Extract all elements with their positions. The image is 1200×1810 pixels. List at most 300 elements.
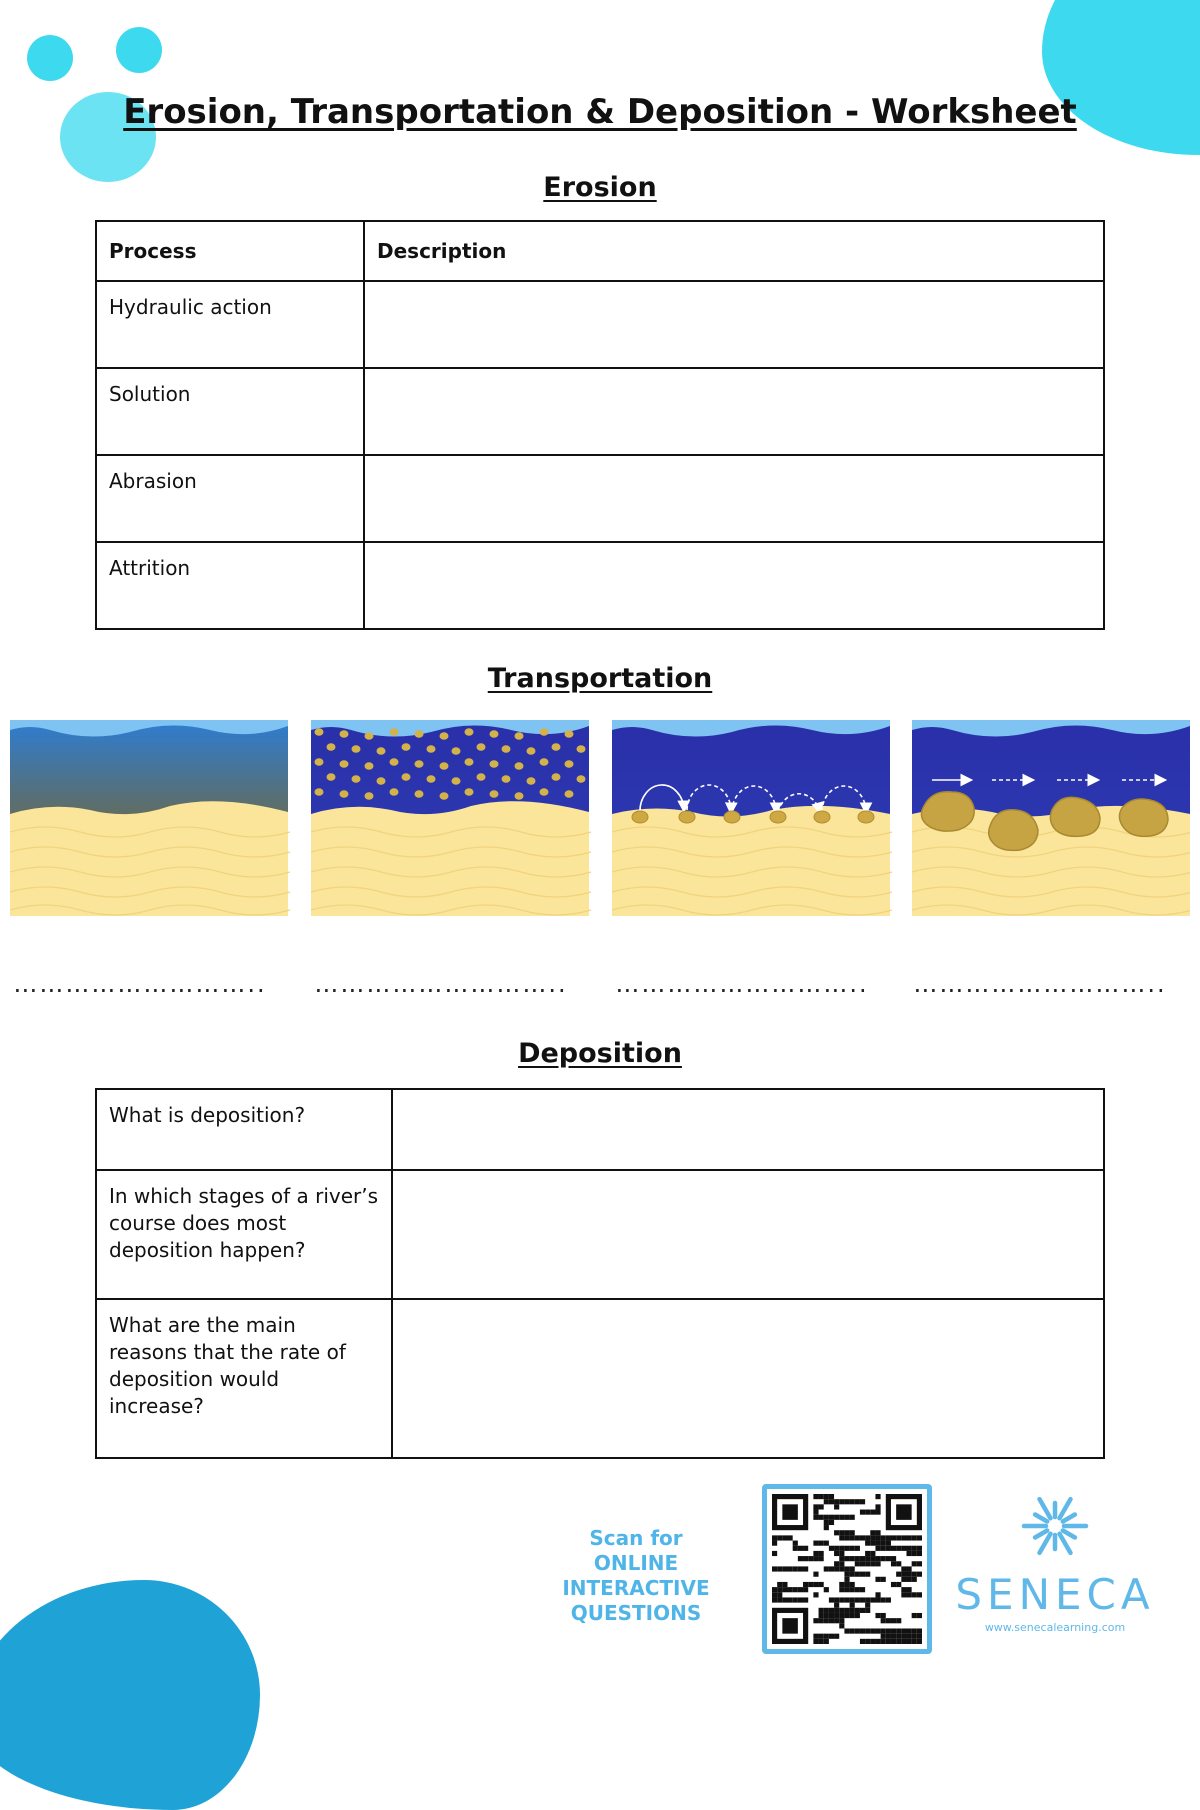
qr-module bbox=[917, 1634, 922, 1639]
worksheet-title: Erosion, Transportation & Deposition - Worksheet bbox=[123, 92, 1077, 132]
qr-module bbox=[891, 1546, 896, 1551]
qr-module bbox=[855, 1556, 860, 1561]
qr-module bbox=[813, 1556, 818, 1561]
qr-module bbox=[901, 1572, 906, 1577]
qr-module bbox=[917, 1592, 922, 1597]
deposition-answer-field[interactable] bbox=[392, 1170, 1104, 1299]
qr-module bbox=[901, 1577, 906, 1582]
erosion-table-header bbox=[96, 221, 1104, 281]
qr-module bbox=[772, 1597, 777, 1602]
qr-module bbox=[860, 1628, 865, 1633]
qr-module bbox=[793, 1541, 798, 1546]
qr-module bbox=[829, 1546, 834, 1551]
qr-module bbox=[813, 1582, 818, 1587]
qr-module bbox=[891, 1535, 896, 1540]
qr-module bbox=[906, 1546, 911, 1551]
qr-module bbox=[782, 1566, 787, 1571]
qr-module bbox=[850, 1556, 855, 1561]
qr-module bbox=[803, 1582, 808, 1587]
qr-module bbox=[865, 1510, 870, 1515]
qr-module bbox=[860, 1510, 865, 1515]
qr-module bbox=[839, 1530, 844, 1535]
qr-module bbox=[865, 1541, 870, 1546]
qr-module bbox=[813, 1494, 818, 1499]
qr-module bbox=[813, 1639, 818, 1644]
sediment-particle bbox=[440, 762, 449, 770]
qr-module bbox=[850, 1597, 855, 1602]
qr-module bbox=[819, 1639, 824, 1644]
sediment-particle bbox=[340, 790, 349, 798]
sediment-particle bbox=[515, 792, 524, 800]
qr-module bbox=[772, 1541, 777, 1546]
qr-module bbox=[875, 1510, 880, 1515]
qr-module bbox=[891, 1634, 896, 1639]
qr-module bbox=[782, 1587, 787, 1592]
qr-module bbox=[881, 1546, 886, 1551]
qr-module bbox=[793, 1566, 798, 1571]
qr-module bbox=[875, 1556, 880, 1561]
suspension-illustration bbox=[311, 720, 591, 916]
qr-module bbox=[906, 1551, 911, 1556]
qr-module bbox=[839, 1556, 844, 1561]
table-row bbox=[96, 1170, 1104, 1299]
sediment-particle bbox=[565, 790, 574, 798]
qr-module bbox=[855, 1628, 860, 1633]
qr-module bbox=[891, 1582, 896, 1587]
qr-module bbox=[886, 1628, 891, 1633]
qr-module bbox=[772, 1587, 777, 1592]
sediment-particle bbox=[402, 773, 411, 781]
qr-module bbox=[829, 1597, 834, 1602]
brand-name: SENECA bbox=[955, 1570, 1155, 1619]
saltation-illustration bbox=[612, 720, 892, 916]
sediment-particle bbox=[490, 730, 499, 738]
sediment-particle bbox=[315, 758, 324, 766]
qr-module bbox=[839, 1566, 844, 1571]
qr-module bbox=[865, 1535, 870, 1540]
deposition-question: What are the main reasons that the rate of deposition would increase? bbox=[96, 1299, 392, 1458]
qr-module bbox=[917, 1546, 922, 1551]
qr-module bbox=[782, 1582, 787, 1587]
qr-module bbox=[839, 1551, 844, 1556]
qr-module bbox=[865, 1572, 870, 1577]
qr-module bbox=[865, 1628, 870, 1633]
qr-module bbox=[906, 1628, 911, 1633]
qr-module bbox=[834, 1504, 839, 1509]
qr-module bbox=[870, 1530, 875, 1535]
transportation-illustrations-svg bbox=[10, 720, 1190, 916]
qr-module bbox=[813, 1618, 818, 1623]
qr-module bbox=[839, 1535, 844, 1540]
qr-module bbox=[819, 1556, 824, 1561]
qr-module bbox=[824, 1520, 829, 1525]
qr-module bbox=[891, 1628, 896, 1633]
qr-module bbox=[788, 1587, 793, 1592]
qr-module bbox=[896, 1561, 901, 1566]
qr-module bbox=[912, 1561, 917, 1566]
column-header-process: Process bbox=[96, 221, 364, 281]
qr-module bbox=[855, 1608, 860, 1613]
deposition-table bbox=[95, 1088, 1105, 1459]
decor-bubble-small-right bbox=[116, 27, 162, 73]
qr-module bbox=[839, 1499, 844, 1504]
qr-module bbox=[829, 1494, 834, 1499]
sediment-particle bbox=[490, 760, 499, 768]
qr-module bbox=[901, 1592, 906, 1597]
description-answer-field[interactable] bbox=[364, 455, 1104, 542]
sediment-particle bbox=[527, 777, 536, 785]
sunburst-ray bbox=[1060, 1499, 1071, 1518]
sediment-particle bbox=[327, 743, 336, 751]
sediment-particle bbox=[390, 758, 399, 766]
transport-answer-blank-2[interactable]: ……………………….. bbox=[314, 970, 568, 998]
qr-module bbox=[808, 1556, 813, 1561]
qr-module bbox=[839, 1613, 844, 1618]
qr-module bbox=[824, 1634, 829, 1639]
solution-illustration bbox=[10, 720, 290, 916]
qr-module bbox=[819, 1582, 824, 1587]
qr-module bbox=[782, 1597, 787, 1602]
qr-module bbox=[788, 1597, 793, 1602]
sediment-particle bbox=[540, 758, 549, 766]
deposition-answer-field[interactable] bbox=[392, 1299, 1104, 1458]
qr-module bbox=[886, 1535, 891, 1540]
qr-module bbox=[896, 1582, 901, 1587]
qr-module bbox=[819, 1515, 824, 1520]
qr-module bbox=[782, 1618, 798, 1634]
qr-module bbox=[844, 1556, 849, 1561]
qr-module bbox=[875, 1628, 880, 1633]
qr-module bbox=[912, 1639, 917, 1644]
transport-answer-blank-1[interactable]: ……………………….. bbox=[13, 970, 267, 998]
qr-module bbox=[906, 1535, 911, 1540]
qr-module bbox=[777, 1535, 782, 1540]
qr-module bbox=[881, 1535, 886, 1540]
qr-module bbox=[798, 1587, 803, 1592]
qr-module bbox=[906, 1587, 911, 1592]
qr-module bbox=[839, 1623, 844, 1628]
qr-module bbox=[844, 1566, 849, 1571]
sediment-particle bbox=[352, 745, 361, 753]
sediment-particle bbox=[477, 743, 486, 751]
qr-module bbox=[819, 1541, 824, 1546]
qr-module bbox=[860, 1639, 865, 1644]
sediment-particle bbox=[477, 773, 486, 781]
qr-module bbox=[824, 1618, 829, 1623]
sediment-particle bbox=[502, 745, 511, 753]
sediment-particle bbox=[327, 773, 336, 781]
qr-module bbox=[901, 1587, 906, 1592]
qr-module bbox=[865, 1597, 870, 1602]
qr-module bbox=[798, 1566, 803, 1571]
qr-module bbox=[824, 1566, 829, 1571]
qr-module bbox=[917, 1639, 922, 1644]
qr-module bbox=[824, 1639, 829, 1644]
qr-module bbox=[901, 1535, 906, 1540]
qr-code-graphic bbox=[772, 1494, 922, 1644]
qr-module bbox=[834, 1618, 839, 1623]
qr-module bbox=[896, 1535, 901, 1540]
qr-module bbox=[860, 1556, 865, 1561]
qr-module bbox=[839, 1561, 844, 1566]
sediment-particle bbox=[415, 790, 424, 798]
qr-module bbox=[917, 1613, 922, 1618]
qr-module bbox=[912, 1634, 917, 1639]
qr-module bbox=[824, 1613, 829, 1618]
qr-module bbox=[855, 1587, 860, 1592]
deposition-question: In which stages of a river’s course does most deposition happen? bbox=[96, 1170, 392, 1299]
qr-module bbox=[777, 1597, 782, 1602]
sediment-particle bbox=[390, 728, 399, 736]
qr-module bbox=[777, 1592, 782, 1597]
sunburst-ray bbox=[1035, 1531, 1047, 1538]
qr-module bbox=[777, 1587, 782, 1592]
qr-module bbox=[865, 1639, 870, 1644]
qr-module bbox=[829, 1566, 834, 1571]
qr-module bbox=[824, 1515, 829, 1520]
deposition-answer-field[interactable] bbox=[392, 1089, 1104, 1170]
qr-module bbox=[860, 1499, 865, 1504]
qr-module bbox=[834, 1515, 839, 1520]
sediment-particle bbox=[365, 732, 374, 740]
sediment-particle bbox=[315, 728, 324, 736]
qr-module bbox=[886, 1541, 891, 1546]
qr-module bbox=[772, 1592, 777, 1597]
qr-module bbox=[906, 1577, 911, 1582]
qr-module bbox=[788, 1566, 793, 1571]
qr-module bbox=[850, 1535, 855, 1540]
qr-module bbox=[891, 1561, 896, 1566]
qr-module bbox=[912, 1535, 917, 1540]
qr-module bbox=[875, 1504, 880, 1509]
qr-module bbox=[850, 1566, 855, 1571]
qr-module bbox=[896, 1572, 901, 1577]
description-answer-field[interactable] bbox=[364, 542, 1104, 629]
qr-module bbox=[824, 1608, 829, 1613]
qr-module bbox=[803, 1587, 808, 1592]
erosion-table bbox=[95, 220, 1105, 630]
qr-module bbox=[881, 1556, 886, 1561]
qr-module bbox=[850, 1530, 855, 1535]
qr-module bbox=[850, 1603, 855, 1608]
qr-module bbox=[881, 1618, 886, 1623]
qr-module bbox=[844, 1546, 849, 1551]
qr-module bbox=[793, 1546, 798, 1551]
qr-module bbox=[772, 1535, 777, 1540]
transport-answer-blank-4[interactable]: ……………………….. bbox=[913, 970, 1167, 998]
qr-module bbox=[870, 1541, 875, 1546]
qr-module bbox=[855, 1572, 860, 1577]
sediment-particle bbox=[515, 732, 524, 740]
sediment-particle bbox=[527, 747, 536, 755]
scan-prompt: Scan for ONLINE INTERACTIVE QUESTIONS bbox=[562, 1526, 710, 1625]
deposition-heading: Deposition bbox=[518, 1038, 682, 1069]
qr-module bbox=[819, 1608, 824, 1613]
decor-blob-bottom-left bbox=[0, 1580, 260, 1810]
qr-module bbox=[886, 1546, 891, 1551]
qr-module bbox=[870, 1628, 875, 1633]
qr-module bbox=[808, 1582, 813, 1587]
qr-module bbox=[860, 1608, 865, 1613]
qr-module bbox=[912, 1546, 917, 1551]
sediment-particle bbox=[577, 775, 586, 783]
qr-module bbox=[824, 1587, 829, 1592]
sediment-particle bbox=[402, 743, 411, 751]
qr-module bbox=[855, 1613, 860, 1618]
qr-module bbox=[891, 1618, 896, 1623]
qr-module bbox=[829, 1613, 834, 1618]
table-row bbox=[96, 1299, 1104, 1458]
sediment-particle bbox=[440, 792, 449, 800]
process-solution: Solution bbox=[96, 368, 364, 455]
qr-module bbox=[782, 1504, 798, 1520]
sediment-particle bbox=[390, 788, 399, 796]
qr-module bbox=[798, 1546, 803, 1551]
qr-module bbox=[793, 1587, 798, 1592]
qr-module bbox=[803, 1546, 808, 1551]
qr-module bbox=[788, 1535, 793, 1540]
qr-module bbox=[855, 1535, 860, 1540]
qr-module bbox=[881, 1639, 886, 1644]
qr-module bbox=[912, 1628, 917, 1633]
qr-module bbox=[886, 1618, 891, 1623]
qr-module bbox=[875, 1494, 880, 1499]
sediment-particle bbox=[465, 758, 474, 766]
qr-module bbox=[819, 1618, 824, 1623]
transport-answer-blank-3[interactable]: ……………………….. bbox=[615, 970, 869, 998]
qr-module bbox=[777, 1582, 782, 1587]
qr-module bbox=[865, 1608, 870, 1613]
qr-module bbox=[844, 1572, 849, 1577]
qr-module bbox=[844, 1577, 849, 1582]
qr-module bbox=[777, 1566, 782, 1571]
sediment-particle bbox=[352, 775, 361, 783]
qr-module bbox=[860, 1587, 865, 1592]
qr-module bbox=[803, 1556, 808, 1561]
qr-module bbox=[906, 1566, 911, 1571]
qr-module bbox=[839, 1608, 844, 1613]
qr-module bbox=[834, 1608, 839, 1613]
table-row bbox=[96, 542, 1104, 629]
qr-module bbox=[844, 1587, 849, 1592]
qr-module bbox=[834, 1499, 839, 1504]
qr-module bbox=[844, 1608, 849, 1613]
qr-module bbox=[865, 1603, 870, 1608]
qr-code-icon[interactable] bbox=[762, 1484, 932, 1654]
qr-module bbox=[844, 1582, 849, 1587]
qr-module bbox=[839, 1597, 844, 1602]
qr-module bbox=[824, 1494, 829, 1499]
column-header-description: Description bbox=[364, 221, 1104, 281]
sediment-particle bbox=[452, 747, 461, 755]
qr-module bbox=[798, 1597, 803, 1602]
qr-module bbox=[829, 1608, 834, 1613]
qr-module bbox=[850, 1546, 855, 1551]
qr-module bbox=[813, 1504, 818, 1509]
qr-module bbox=[881, 1613, 886, 1618]
qr-module bbox=[881, 1634, 886, 1639]
qr-module bbox=[813, 1510, 818, 1515]
qr-module bbox=[891, 1556, 896, 1561]
qr-module bbox=[906, 1639, 911, 1644]
qr-module bbox=[824, 1499, 829, 1504]
qr-module bbox=[819, 1613, 824, 1618]
sediment-particle bbox=[490, 790, 499, 798]
qr-module bbox=[855, 1561, 860, 1566]
erosion-heading: Erosion bbox=[543, 172, 657, 203]
qr-module bbox=[870, 1561, 875, 1566]
qr-module bbox=[912, 1551, 917, 1556]
qr-module bbox=[870, 1597, 875, 1602]
deposition-question: What is deposition? bbox=[96, 1089, 392, 1170]
qr-module bbox=[839, 1587, 844, 1592]
qr-module bbox=[886, 1639, 891, 1644]
qr-module bbox=[813, 1572, 818, 1577]
sediment-particle bbox=[440, 732, 449, 740]
qr-module bbox=[834, 1566, 839, 1571]
qr-module bbox=[844, 1499, 849, 1504]
decor-bubble-small-left bbox=[27, 35, 73, 81]
qr-module bbox=[850, 1572, 855, 1577]
table-row bbox=[96, 281, 1104, 368]
qr-module bbox=[875, 1535, 880, 1540]
qr-module bbox=[839, 1582, 844, 1587]
qr-module bbox=[906, 1634, 911, 1639]
qr-module bbox=[896, 1628, 901, 1633]
qr-module bbox=[875, 1530, 880, 1535]
sediment-particle bbox=[415, 760, 424, 768]
sunburst-ray bbox=[1063, 1515, 1075, 1522]
qr-module bbox=[870, 1639, 875, 1644]
qr-module bbox=[834, 1551, 839, 1556]
qr-module bbox=[917, 1535, 922, 1540]
qr-module bbox=[865, 1551, 870, 1556]
qr-module bbox=[850, 1515, 855, 1520]
qr-module bbox=[844, 1530, 849, 1535]
qr-module bbox=[844, 1628, 849, 1633]
sediment-particle bbox=[427, 745, 436, 753]
seneca-brand bbox=[955, 1490, 1155, 1634]
qr-module bbox=[813, 1592, 818, 1597]
sediment-particle bbox=[465, 788, 474, 796]
description-answer-field[interactable] bbox=[364, 281, 1104, 368]
sediment-particle bbox=[552, 773, 561, 781]
qr-module bbox=[829, 1515, 834, 1520]
qr-module bbox=[875, 1639, 880, 1644]
qr-module bbox=[865, 1561, 870, 1566]
qr-module bbox=[813, 1515, 818, 1520]
qr-module bbox=[896, 1618, 901, 1623]
qr-module bbox=[829, 1499, 834, 1504]
qr-module bbox=[850, 1582, 855, 1587]
description-answer-field[interactable] bbox=[364, 368, 1104, 455]
qr-module bbox=[906, 1572, 911, 1577]
qr-module bbox=[886, 1597, 891, 1602]
qr-module bbox=[875, 1541, 880, 1546]
sunburst-ray bbox=[1060, 1534, 1071, 1553]
qr-module bbox=[798, 1556, 803, 1561]
qr-module bbox=[917, 1551, 922, 1556]
qr-module bbox=[912, 1572, 917, 1577]
qr-module bbox=[819, 1634, 824, 1639]
qr-module bbox=[772, 1551, 777, 1556]
qr-module bbox=[886, 1556, 891, 1561]
qr-module bbox=[891, 1639, 896, 1644]
traction-illustration bbox=[912, 720, 1190, 916]
sediment-particle bbox=[577, 745, 586, 753]
qr-module bbox=[772, 1566, 777, 1571]
qr-module bbox=[834, 1613, 839, 1618]
